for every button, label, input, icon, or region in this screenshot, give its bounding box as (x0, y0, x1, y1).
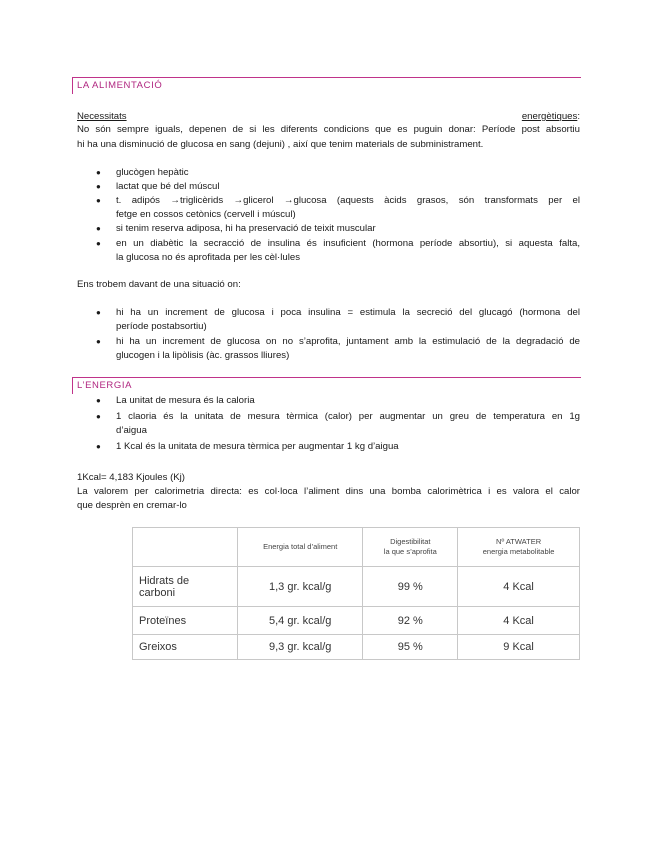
list-item: 1 Kcal és la unitata de mesura tèrmica per augmentar 1 kg d’aigua (116, 441, 399, 452)
table-header-cell: Digestibilitat la que s’aprofita (363, 528, 458, 567)
bullet-dot: ● (96, 239, 101, 248)
list-item: lactat que bé del múscul (116, 181, 220, 192)
table-cell-atwater: 4 Kcal (458, 607, 580, 635)
table-cell-name: Greixos (133, 635, 238, 660)
table-cell-atwater: 9 Kcal (458, 635, 580, 660)
paragraph-line: hi ha una disminució de glucosa en sang (dejuni) , així que tenim materials de subministrament. (77, 139, 484, 150)
table-cell-digest: 95 % (363, 635, 458, 660)
table-cell-energy: 1,3 gr. kcal/g (238, 567, 363, 607)
bullet-dot: ● (96, 196, 101, 205)
section-heading-energia (72, 377, 581, 394)
section-title: LA ALIMENTACIÓ (77, 80, 163, 91)
table-row (133, 607, 580, 635)
table-cell-digest: 99 % (363, 567, 458, 607)
table-cell-energy: 5,4 gr. kcal/g (238, 607, 363, 635)
paragraph-line: No són sempre iguals, depenen de si les diferents condicions que es puguin donar: Període post absortiu (77, 124, 580, 135)
list-item: 1 claoria és la unitata de mesura tèrmica (calor) per augmentar un greu de temperatura en 1g (116, 411, 580, 422)
bullet-dot: ● (96, 337, 101, 346)
list-item-continuation: període postabsortiu) (116, 321, 207, 332)
list-item: en un diabètic la secracció de insulina és insuficient (hormona període absortiu), si aquesta falta, (116, 238, 580, 249)
bullet-dot: ● (96, 168, 101, 177)
list-item-continuation: la glucosa no és aprofitada per les cèl·lules (116, 252, 300, 263)
section-heading-alimentacio (72, 77, 581, 94)
bullet-dot: ● (96, 412, 101, 421)
paragraph-line: Ens trobem davant de una situació on: (77, 279, 241, 290)
table-row (133, 635, 580, 660)
table-row (133, 567, 580, 607)
paragraph-line: 1Kcal= 4,183 Kjoules (Kj) (77, 472, 185, 483)
table-header-cell (133, 528, 238, 567)
paragraph-line: La valorem per calorimetria directa: es col·loca l’aliment dins una bomba calorimètrica i es valora el calor (77, 486, 580, 497)
section-title: L’ENERGIA (77, 380, 133, 391)
table-header-cell: Energia total d’aliment (238, 528, 363, 567)
bullet-dot: ● (96, 442, 101, 451)
list-item: t. adipós →triglicèrids →glicerol →glucosa (aquests àcids grasos, són transformats per el (116, 195, 580, 206)
list-item: La unitat de mesura és la caloria (116, 395, 255, 406)
list-item: hi ha un increment de glucosa on no s’aprofita, juntament amb la estimulació de la degradació de (116, 336, 580, 347)
energy-table (132, 527, 580, 660)
table-cell-name: Hidrats de carboni (133, 567, 238, 607)
bullet-dot: ● (96, 224, 101, 233)
list-item-continuation: d’aigua (116, 425, 147, 436)
subheading-right-word: energètiques (521, 111, 578, 122)
paragraph-line: que desprèn en cremar-lo (77, 500, 187, 511)
list-item: hi ha un increment de glucosa i poca insulina = estimula la secreció del glucagó (hormona del (116, 307, 580, 318)
list-item-continuation: fetge en cossos cetònics (cervell i múscul) (116, 209, 296, 220)
table-header-row (133, 528, 580, 567)
bullet-dot: ● (96, 308, 101, 317)
bullet-dot: ● (96, 396, 101, 405)
table-cell-digest: 92 % (363, 607, 458, 635)
list-item: glucògen hepàtic (116, 167, 189, 178)
table-header-cell: Nº ATWATER energia metabolitable (458, 528, 580, 567)
table-cell-atwater: 4 Kcal (458, 567, 580, 607)
table-cell-name: Proteïnes (133, 607, 238, 635)
subheading-left: Necessitats (77, 111, 127, 122)
list-item-continuation: glucogen i la lipòlisis (àc. grassos lliures) (116, 350, 290, 361)
subheading-right-punct: : (577, 111, 580, 122)
bullet-dot: ● (96, 182, 101, 191)
list-item: si tenim reserva adiposa, hi ha preservació de teixit muscular (116, 223, 376, 234)
table-cell-energy: 9,3 gr. kcal/g (238, 635, 363, 660)
